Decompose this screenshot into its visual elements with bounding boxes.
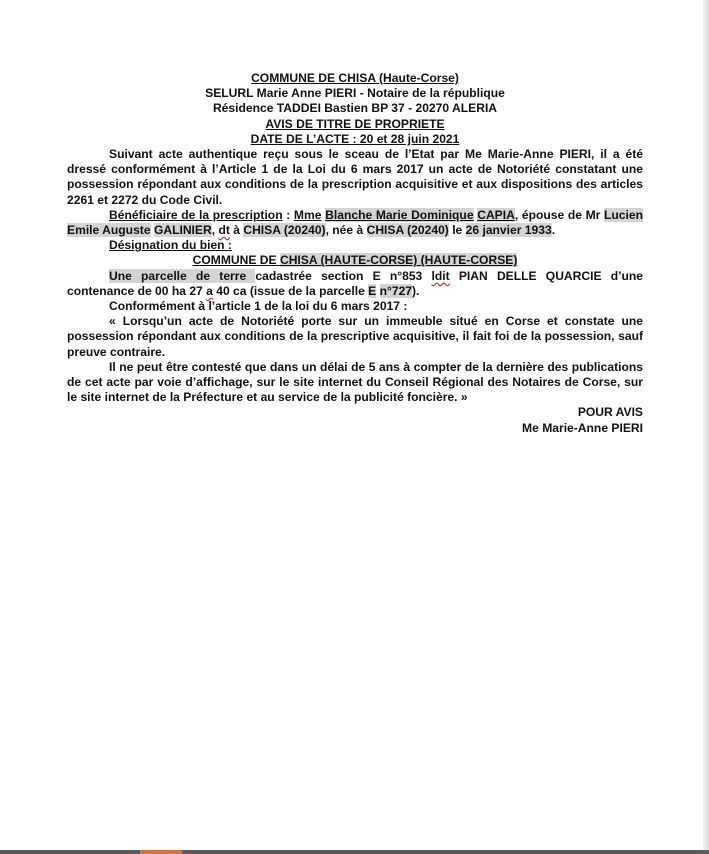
parcel-paragraph — [67, 269, 643, 299]
beneficiary-sep: : — [282, 207, 294, 222]
contest-paragraph: Il ne peut être contesté que dans un délai de 5 ans à compter de la dernière des publications de cet acte par voie d’affichage, sur le site internet du Conseil Régional des Notaires de Corse, sur le site internet de la Préfecture et au service de la publicité foncière. » — [67, 359, 643, 405]
beneficiary-surname: CAPIA — [477, 207, 515, 222]
spouse-prefix: , épouse de Mr — [514, 207, 605, 222]
at-word: à — [229, 223, 244, 238]
residence: CHISA (20240) — [243, 223, 326, 238]
quote-paragraph: « Lorsqu’un acte de Notoriété porte sur un immeuble situé en Corse et constate une possession répondant aux conditions de la prescriptive acquisitive, il fait foi de la possession, sauf preuve contraire. — [67, 314, 643, 359]
commune-name: CHISA (HAUTE-CORSE) (HAUTE-CORSE) — [279, 253, 518, 268]
parcel-place: PIAN DELLE QUARCIE d’une contenance de 00 ha 27 — [67, 268, 644, 298]
document-page — [67, 71, 643, 436]
born-on: le — [448, 223, 466, 238]
intro-paragraph: Suivant acte authentique reçu sous le sceau de l’Etat par Me Marie-Anne PIERI, il a été dressé conformément à l’Article 1 de la Loi du 6 mars 2017 un acte de Notoriété constatant une possession répondant aux conditions de la prescription acquisitive et aux dispositions des articles 2261 et 2272 du Code Civil. — [67, 147, 643, 207]
beneficiary-end: . — [551, 223, 556, 238]
area-a: a — [206, 283, 213, 298]
birth-date: 26 janvier 1933 — [465, 223, 552, 238]
area-suffix: 40 ca (issue de la parcelle — [212, 283, 369, 298]
document-title: AVIS DE TITRE DE PROPRIETE — [265, 116, 445, 131]
origin-section: E — [368, 283, 377, 298]
pour-avis: POUR AVIS — [577, 405, 643, 420]
ldit-word: ldit — [431, 268, 450, 283]
spouse-surname: GALINIER — [153, 223, 212, 238]
commune-heading: COMMUNE DE CHISA (Haute-Corse) — [251, 71, 459, 85]
page-edge-shadow — [703, 0, 709, 854]
birthplace: CHISA (20240) — [366, 223, 449, 238]
origin-number: n°727 — [379, 283, 413, 298]
designation-commune — [67, 253, 643, 268]
commune-prefix: COMMUNE DE — [192, 253, 280, 268]
parcel-kind: Une parcelle de terre — [109, 268, 256, 283]
origin-end: ). — [412, 283, 420, 298]
beneficiary-label: Bénéficiaire de la prescription — [109, 207, 283, 222]
cadastre-prefix: cadastrée section E n°853 — [255, 268, 432, 283]
beneficiary-given-names: Blanche Marie Dominique — [325, 207, 474, 222]
law-reference: Conformément à l’article 1 de la loi du 6 mars 2017 : — [109, 299, 408, 314]
act-date: DATE DE L’ACTE : 20 et 28 juin 2021 — [250, 131, 460, 146]
spouse-names: Lucien Emile Auguste — [67, 207, 644, 238]
address-line: Résidence TADDEI Bastien BP 37 - 20270 ALERIA — [212, 101, 498, 116]
beneficiary-paragraph: Bénéficiaire de la prescription : Mme Blanche Marie Dominique CAPIA, épouse de Mr Lucien Emile Auguste GALINIER, dt à CHISA (20240), née à CHISA (20240) le 26 janvier 1933. — [67, 207, 644, 238]
notary-line: SELURL Marie Anne PIERI - Notaire de la république — [205, 86, 505, 101]
bottom-bar — [0, 850, 709, 854]
signature: Me Marie-Anne PIERI — [522, 420, 643, 435]
designation-label: Désignation du bien : — [109, 238, 232, 253]
born-prefix: , née à — [325, 223, 367, 238]
dt-abbrev: dt — [218, 223, 230, 238]
bottom-bar-accent — [140, 850, 182, 854]
beneficiary-title: Mme — [293, 207, 322, 222]
